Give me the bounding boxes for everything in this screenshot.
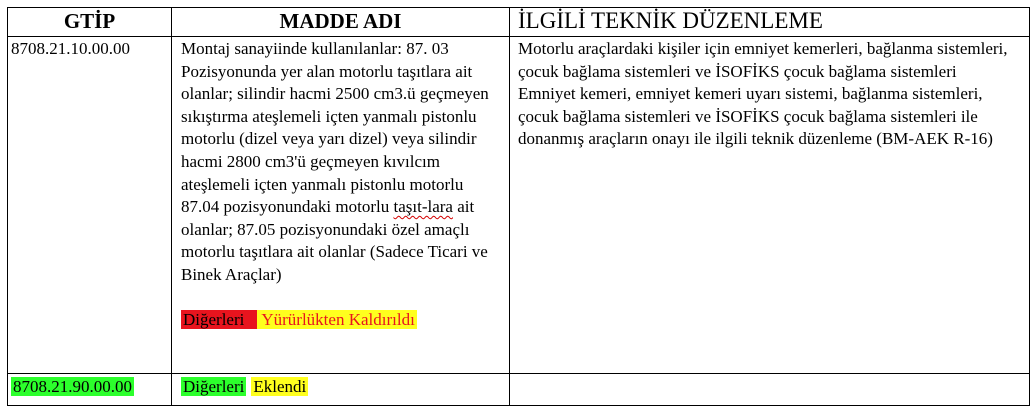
added-item-label: Diğerleri bbox=[183, 377, 245, 396]
madde-adi-text-part: ait olanlar; 87.05 pozisyonundaki özel amaçlı motorlu taşıtlara ait olanlar (Sadece Ticari ve Binek Araçlar) bbox=[181, 197, 488, 284]
header-madde-adi: MADDE ADI bbox=[172, 8, 510, 37]
table-row bbox=[8, 37, 1030, 374]
removed-status-badge: Yürürlükten Kaldırıldı bbox=[257, 310, 416, 329]
regulation-table bbox=[7, 7, 1030, 406]
added-status-badge: Eklendi bbox=[253, 377, 307, 396]
removed-item-label: Diğerleri bbox=[181, 310, 257, 329]
table-row bbox=[8, 374, 1030, 406]
madde-adi-text bbox=[181, 38, 505, 287]
gtip-code: 8708.21.10.00.00 bbox=[11, 39, 130, 58]
spellcheck-flagged-word: taşıt-lara bbox=[393, 197, 453, 217]
teknik-duzenleme-text-2: Emniyet kemeri, emniyet kemeri uyarı sistemi, bağlanma sistemleri, çocuk bağlama sistemleri ve İSOFİKS çocuk bağlama sistemleri ile donanmış araçların onayı ile ilgili teknik düzenleme (BM-AEK R-16) bbox=[518, 84, 993, 149]
gtip-code-added: 8708.21.90.00.00 bbox=[13, 377, 132, 396]
teknik-duzenleme-text-1: Motorlu araçlardaki kişiler için emniyet kemerleri, bağlanma sistemleri, çocuk bağlama sistemleri ve İSOFİKS çocuk bağlama sistemleri bbox=[518, 39, 1008, 81]
gtip-code-cell bbox=[8, 37, 172, 374]
madde-adi-cell bbox=[172, 374, 510, 406]
teknik-duzenleme-cell bbox=[510, 374, 1030, 406]
header-teknik-duzenleme: İLGİLİ TEKNİK DÜZENLEME bbox=[510, 8, 1030, 37]
gtip-code-cell bbox=[8, 374, 172, 406]
teknik-duzenleme-cell bbox=[510, 37, 1030, 374]
header-row bbox=[8, 8, 1030, 37]
header-gtip: GTİP bbox=[8, 8, 172, 37]
change-note bbox=[181, 309, 505, 332]
madde-adi-cell bbox=[172, 37, 510, 374]
madde-adi-text-part: Montaj sanayiinde kullanılanlar: 87. 03 Pozisyonunda yer alan motorlu taşıtlara ait olanlar; silindir hacmi 2500 cm3.ü geçmeyen sıkıştırma ateşlemeli içten yanmalı pistonlu motorlu (dizel veya yarı dizel) veya silindir hacmi 2800 cm3'ü geçmeyen kıvılcım ateşlemeli içten yanmalı pistonlu motorlu 87.04 pozisyonundaki motorlu bbox=[181, 39, 489, 217]
